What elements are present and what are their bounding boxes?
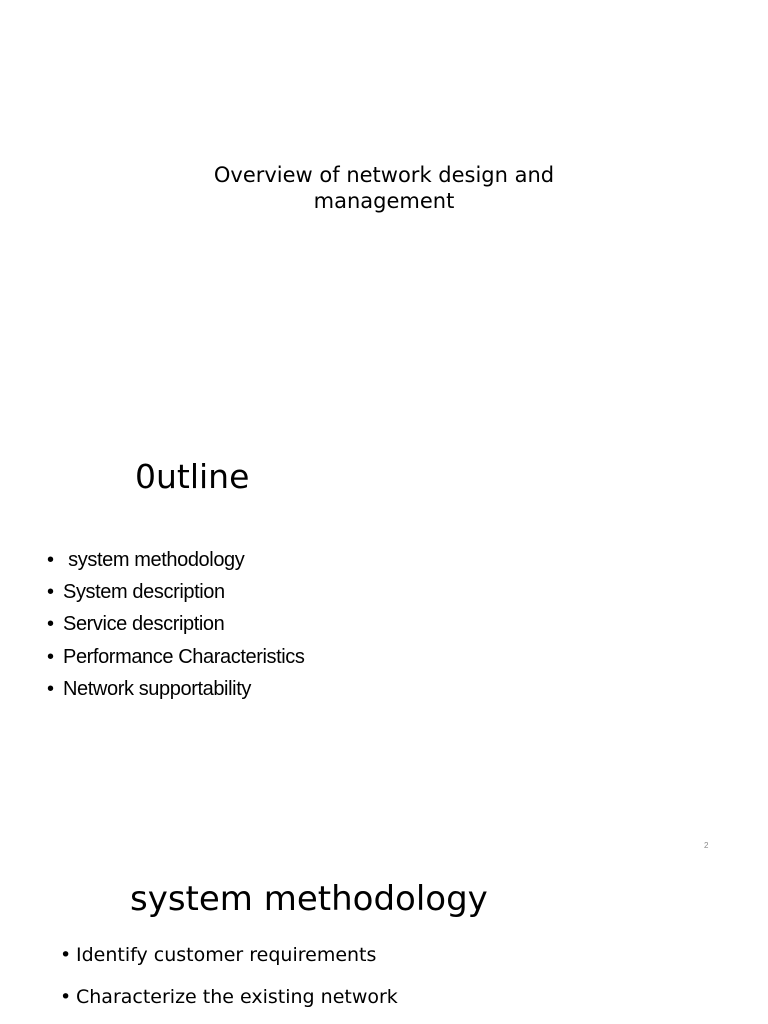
list-item xyxy=(60,982,398,1024)
bullet-icon: • xyxy=(47,549,54,571)
list-item-label: System description xyxy=(63,581,225,604)
list-item-label: Service description xyxy=(63,613,225,636)
list-item-label: Characterize the existing network xyxy=(76,985,398,1008)
list-item xyxy=(47,608,305,640)
method-list xyxy=(60,940,398,1023)
list-item-label: Performance Characteristics xyxy=(63,645,305,668)
bullet-icon: • xyxy=(47,677,54,700)
list-item-label: Network supportability xyxy=(63,677,251,700)
bullet-icon: • xyxy=(47,613,54,636)
list-item xyxy=(47,576,305,608)
bullet-icon: • xyxy=(60,944,72,966)
slide-title xyxy=(0,162,768,214)
outline-list xyxy=(47,544,305,705)
slide-title-line: management xyxy=(313,189,455,213)
bullet-icon: • xyxy=(60,985,72,1008)
list-item-label: system methodology xyxy=(63,549,245,571)
method-heading: system methodology xyxy=(130,879,488,919)
list-item xyxy=(47,673,305,705)
list-item xyxy=(47,544,305,576)
bullet-icon: • xyxy=(47,581,54,604)
list-item xyxy=(47,641,305,673)
slide-title-line: Overview of network design and xyxy=(213,163,555,187)
list-item xyxy=(60,940,398,982)
list-item-label: Identify customer requirements xyxy=(76,944,377,966)
bullet-icon: • xyxy=(47,645,54,668)
page-number: 2 xyxy=(704,841,709,850)
outline-heading: 0utline xyxy=(135,457,250,496)
